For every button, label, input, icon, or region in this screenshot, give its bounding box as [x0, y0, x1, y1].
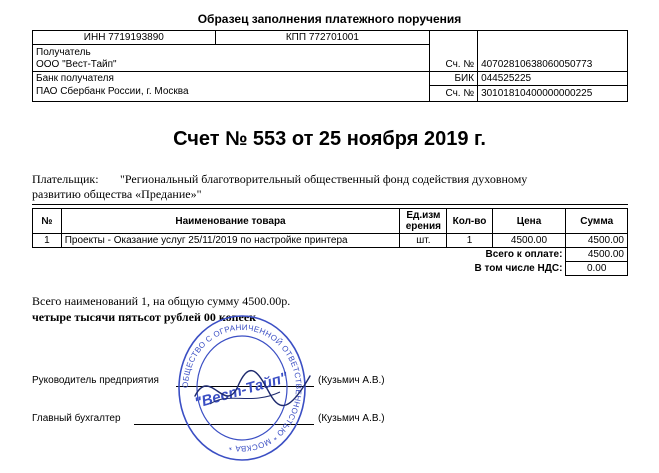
- table-row: [33, 234, 628, 248]
- vat-value: 0.00: [566, 262, 628, 276]
- col-unit-header: Ед.изм ерения: [400, 209, 447, 234]
- account-number: 40702810638060050773: [478, 45, 628, 72]
- empty-cell: [478, 31, 628, 45]
- payer-block: [32, 172, 602, 202]
- row-price: 4500.00: [492, 234, 566, 248]
- stamp-ring-text: ОБЩЕСТВО С ОГРАНИЧЕННОЙ ОТВЕТСТВЕННОСТЬЮ * МОСКВА *: [180, 322, 304, 454]
- row-sum: 4500.00: [566, 234, 628, 248]
- summary-total-text: Всего наименований 1, на общую сумму 4500.00р.: [32, 294, 291, 308]
- director-label: Руководитель предприятия: [32, 375, 159, 386]
- signature-scribble: [190, 356, 320, 426]
- vat-label: В том числе НДС:: [474, 263, 563, 274]
- total-label: Всего к оплате:: [485, 249, 563, 261]
- bik-label: БИК: [430, 72, 478, 86]
- col-qty-header: Кол-во: [447, 209, 492, 234]
- col-name-header: Наименование товара: [61, 209, 400, 234]
- row-name: Проекты - Оказание услуг 25/11/2019 по настройке принтера: [61, 234, 400, 248]
- row-num: 1: [33, 234, 62, 248]
- col-sum-header: Сумма: [566, 209, 628, 234]
- payer-divider: [32, 204, 628, 205]
- col-price-header: Цена: [492, 209, 566, 234]
- total-value: 4500.00: [566, 248, 628, 262]
- payer-label: Плательщик:: [32, 172, 99, 186]
- inn-cell: ИНН 7719193890: [33, 31, 216, 45]
- accountant-name: (Кузьмич А.В.): [318, 413, 385, 424]
- items-table: [32, 208, 628, 276]
- kpp-cell: КПП 772701001: [215, 31, 430, 45]
- payer-name-line1: "Региональный благотворительный общественный фонд содействия духовному: [120, 172, 528, 186]
- bank-name: ПАО Сбербанк России, г. Москва: [33, 86, 430, 102]
- empty-cell: [430, 31, 478, 45]
- stamp-center-text: "Вест-Тайп": [192, 369, 290, 413]
- vat-row: [33, 262, 628, 276]
- summary-amount-words: четыре тысячи пятьсот рублей 00 копеек: [32, 310, 257, 324]
- total-row: [33, 248, 628, 262]
- row-unit: шт.: [400, 234, 447, 248]
- corr-account-number: 30101810400000000225: [478, 86, 628, 102]
- bik-value: 044525225: [478, 72, 628, 86]
- items-header-row: [33, 209, 628, 234]
- director-name: (Кузьмич А.В.): [318, 375, 385, 386]
- corr-account-label: Сч. №: [430, 86, 478, 102]
- payment-order-title: Образец заполнения платежного поручения: [197, 12, 462, 26]
- invoice-title: Счет № 553 от 25 ноября 2019 г.: [173, 128, 486, 150]
- bank-details-table: [32, 30, 628, 102]
- recipient-cell: [33, 45, 430, 72]
- recipient-name: ООО "Вест-Тайп": [36, 59, 117, 70]
- bank-label: Банк получателя: [33, 72, 430, 86]
- recipient-label: Получатель: [36, 47, 91, 58]
- row-qty: 1: [447, 234, 492, 248]
- accountant-label: Главный бухгалтер: [32, 413, 121, 424]
- col-num-header: №: [33, 209, 62, 234]
- payer-name-line2: развитию общества «Предание»": [32, 187, 202, 201]
- account-label: Сч. №: [430, 45, 478, 72]
